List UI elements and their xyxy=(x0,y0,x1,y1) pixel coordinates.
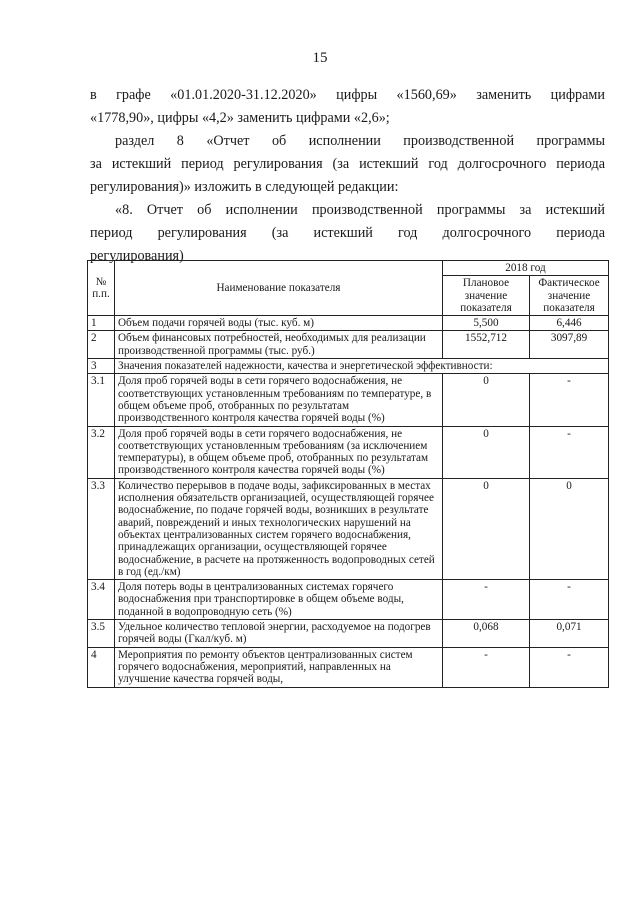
indicator-name: Доля проб горячей воды в сети горячего водоснабжения, не соответствующих установленным требованиям (за исключением температуры), в общем объеме проб, отобранных по результатам производственного контроля качества горячей воды (%) xyxy=(114,426,442,478)
intro-line: период регулирования (за истекший год долгосрочного периода xyxy=(90,225,605,241)
plan-value: 5,500 xyxy=(442,316,529,331)
plan-value: - xyxy=(442,647,529,687)
table-row xyxy=(88,316,609,331)
indicator-name: Объем финансовых потребностей, необходимых для реализации производственной программы (тыс. руб.) xyxy=(114,331,442,359)
intro-line: в графе «01.01.2020-31.12.2020» цифры «1560,69» заменить цифрами xyxy=(90,87,605,103)
table-row xyxy=(88,580,609,620)
table-row xyxy=(88,331,609,359)
indicator-name: Удельное количество тепловой энергии, расходуемое на подогрев горячей воды (Гкал/куб. м) xyxy=(114,620,442,648)
row-number: 1 xyxy=(88,316,115,331)
header-name: Наименование показателя xyxy=(114,261,442,316)
plan-value: - xyxy=(442,580,529,620)
header-fact: Фактическое значение показателя xyxy=(530,276,609,316)
intro-paragraph-2 xyxy=(90,130,605,199)
indicator-name: Значения показателей надежности, качества и энергетической эффективности: xyxy=(114,359,608,374)
header-plan: Плановое значение показателя xyxy=(442,276,529,316)
indicator-name: Объем подачи горячей воды (тыс. куб. м) xyxy=(114,316,442,331)
intro-line: регулирования) xyxy=(90,248,184,264)
intro-line: за истекший период регулирования (за истекший год долгосрочного периода xyxy=(90,156,605,172)
production-program-report-table xyxy=(87,260,609,688)
fact-value: - xyxy=(530,580,609,620)
indicator-name: Мероприятия по ремонту объектов централизованных систем горячего водоснабжения, мероприятий, направленных на улучшение качества горячей воды, xyxy=(114,647,442,687)
fact-value: - xyxy=(530,374,609,426)
row-number: 2 xyxy=(88,331,115,359)
intro-line: «1778,90», цифры «4,2» заменить цифрами «2,6»; xyxy=(90,110,390,126)
row-number: 3.4 xyxy=(88,580,115,620)
indicator-name: Доля потерь воды в централизованных системах горячего водоснабжения при транспортировке в общем объеме воды, поданной в водопроводную сеть (%) xyxy=(114,580,442,620)
plan-value: 0 xyxy=(442,478,529,579)
intro-paragraph-3 xyxy=(90,199,605,268)
fact-value: 3097,89 xyxy=(530,331,609,359)
plan-value: 0 xyxy=(442,426,529,478)
fact-value: 0,071 xyxy=(530,620,609,648)
intro-line: раздел 8 «Отчет об исполнении производственной программы xyxy=(115,133,605,149)
table-row xyxy=(88,478,609,579)
header-num: № п.п. xyxy=(88,261,115,316)
row-number: 3.3 xyxy=(88,478,115,579)
indicator-name: Доля проб горячей воды в сети горячего водоснабжения, не соответствующих установленным требованиям по температуре, в общем объеме проб, отобранных по результатам производственного контроля качества горячей воды (%) xyxy=(114,374,442,426)
intro-line: регулирования)» изложить в следующей редакции: xyxy=(90,179,399,195)
page-number: 15 xyxy=(312,50,328,66)
table-row xyxy=(88,426,609,478)
fact-value: 0 xyxy=(530,478,609,579)
table-section-row xyxy=(88,359,609,374)
intro-line: «8. Отчет об исполнении производственной программы за истекший xyxy=(115,202,605,218)
header-year: 2018 год xyxy=(442,261,608,276)
table-row xyxy=(88,647,609,687)
indicator-name: Количество перерывов в подаче воды, зафиксированных в местах исполнения обязательств организацией, осуществляющей горячее водоснабжение, по подаче горячей воды, возникших в результате аварий, повреждений и иных технологических нарушений на объектах централизованных систем горячего водоснабжения, принадлежащих организации, осуществляющей горячее водоснабжение, в расчете на протяженность водопроводных сетей в год (ед./км) xyxy=(114,478,442,579)
row-number: 3.2 xyxy=(88,426,115,478)
plan-value: 0,068 xyxy=(442,620,529,648)
table-row xyxy=(88,374,609,426)
row-number: 3.1 xyxy=(88,374,115,426)
plan-value: 0 xyxy=(442,374,529,426)
row-number: 4 xyxy=(88,647,115,687)
fact-value: - xyxy=(530,647,609,687)
plan-value: 1552,712 xyxy=(442,331,529,359)
fact-value: - xyxy=(530,426,609,478)
row-number: 3 xyxy=(88,359,115,374)
intro-paragraph-1 xyxy=(90,84,605,130)
row-number: 3.5 xyxy=(88,620,115,648)
table-row xyxy=(88,620,609,648)
fact-value: 6,446 xyxy=(530,316,609,331)
report-table-body xyxy=(88,316,609,687)
